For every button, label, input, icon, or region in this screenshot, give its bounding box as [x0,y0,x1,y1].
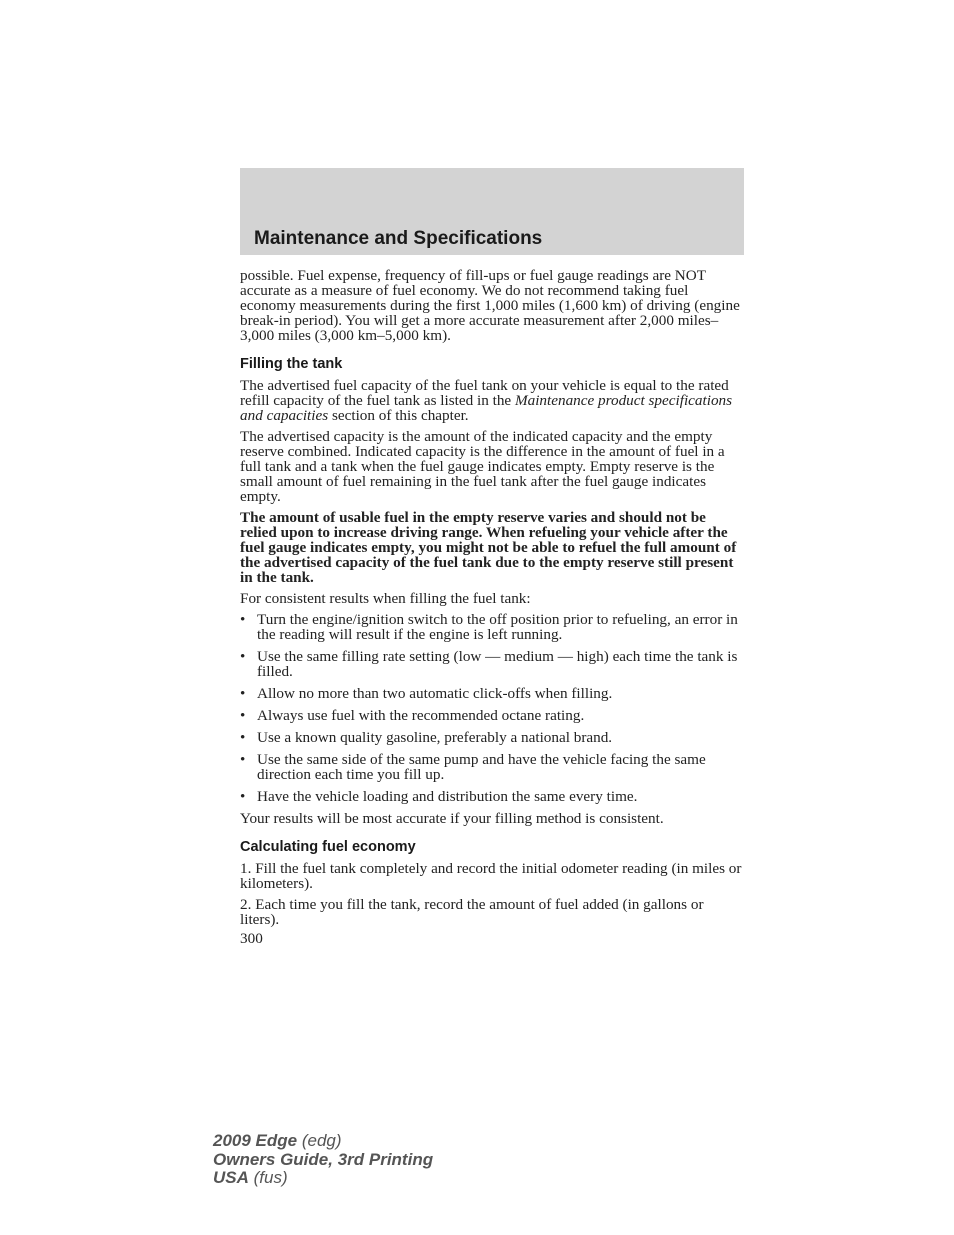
list-item [240,752,745,782]
advertised-capacity-text-start: The advertised fuel capacity of the fuel tank on your vehicle is equal to the rated refill capacity of the fuel tank as listed in the [240,377,729,409]
step-1: 1. Fill the fuel tank completely and record the initial odometer reading (in miles or kilometers). [240,860,742,892]
list-item [240,612,745,642]
accuracy-note: Your results will be most accurate if your filling method is consistent. [240,810,664,827]
footer-market-code: (fus) [248,1168,288,1187]
footer-model-line [213,1132,433,1151]
page-number: 300 [240,930,263,947]
section-title: Maintenance and Specifications [254,228,543,249]
filling-tips-list [240,612,745,804]
footer-market-line [213,1169,433,1188]
list-item-text: Use the same side of the same pump and have the vehicle facing the same direction each time you fill up. [257,751,706,783]
list-item-text: Always use fuel with the recommended octane rating. [257,707,585,724]
specifications-reference: Maintenance product specifications and capacities [240,392,733,424]
intro-paragraph: possible. Fuel expense, frequency of fill-ups or fuel gauge readings are NOT accurate as a measure of fuel economy. We do not recommend taking fuel economy measurements during the first 1,000 miles (1,600 km) of driving (engine break-in period). You will get a more accurate measurement after 2,000 miles–3,000 miles (3,000 km–5,000 km). [240,267,740,344]
bullet-icon: • [240,707,246,724]
advertised-capacity-text-end: section of this chapter. [328,407,469,424]
calculating-fuel-economy-heading: Calculating fuel economy [240,839,416,855]
empty-reserve-warning: The amount of usable fuel in the empty reserve varies and should not be relied upon to increase driving range. When refueling your vehicle after the fuel gauge indicates empty, you might not be able to refuel the full amount of the advertised capacity of the fuel tank due to the empty reserve still present in the tank. [240,509,737,586]
footer-model: 2009 Edge [213,1131,298,1150]
filling-the-tank-heading: Filling the tank [240,356,343,372]
list-item-text: Turn the engine/ignition switch to the off position prior to refueling, an error in the reading will result if the engine is left running. [257,611,738,643]
advertised-capacity-paragraph [240,378,745,423]
step-2: 2. Each time you fill the tank, record the amount of fuel added (in gallons or liters). [240,896,704,928]
footer-market: USA [213,1168,249,1187]
footer-edition-line: Owners Guide, 3rd Printing [213,1149,434,1169]
bullet-icon: • [240,685,246,702]
document-footer [213,1132,433,1188]
bullet-icon: • [240,648,246,665]
section-header-band [240,168,744,255]
list-item-text: Have the vehicle loading and distribution the same every time. [257,788,638,805]
bullet-icon: • [240,729,246,746]
page-content [240,268,745,946]
footer-model-code: (edg) [297,1131,342,1150]
list-item-text: Use the same filling rate setting (low — medium — high) each time the tank is filled. [257,648,738,680]
list-item [240,708,745,723]
list-item [240,730,745,745]
bullet-icon: • [240,751,246,768]
indicated-capacity-paragraph: The advertised capacity is the amount of the indicated capacity and the empty reserve combined. Indicated capacity is the difference in the amount of fuel in a full tank and a tank when the fuel gauge indicates empty. Empty reserve is the small amount of fuel remaining in the fuel tank after the fuel gauge indicates empty. [240,428,725,505]
consistent-results-intro: For consistent results when filling the fuel tank: [240,590,531,607]
list-item [240,686,745,701]
list-item [240,789,745,804]
list-item-text: Use a known quality gasoline, preferably a national brand. [257,729,613,746]
bullet-icon: • [240,788,246,805]
list-item-text: Allow no more than two automatic click-offs when filling. [257,685,613,702]
list-item [240,649,745,679]
bullet-icon: • [240,611,246,628]
